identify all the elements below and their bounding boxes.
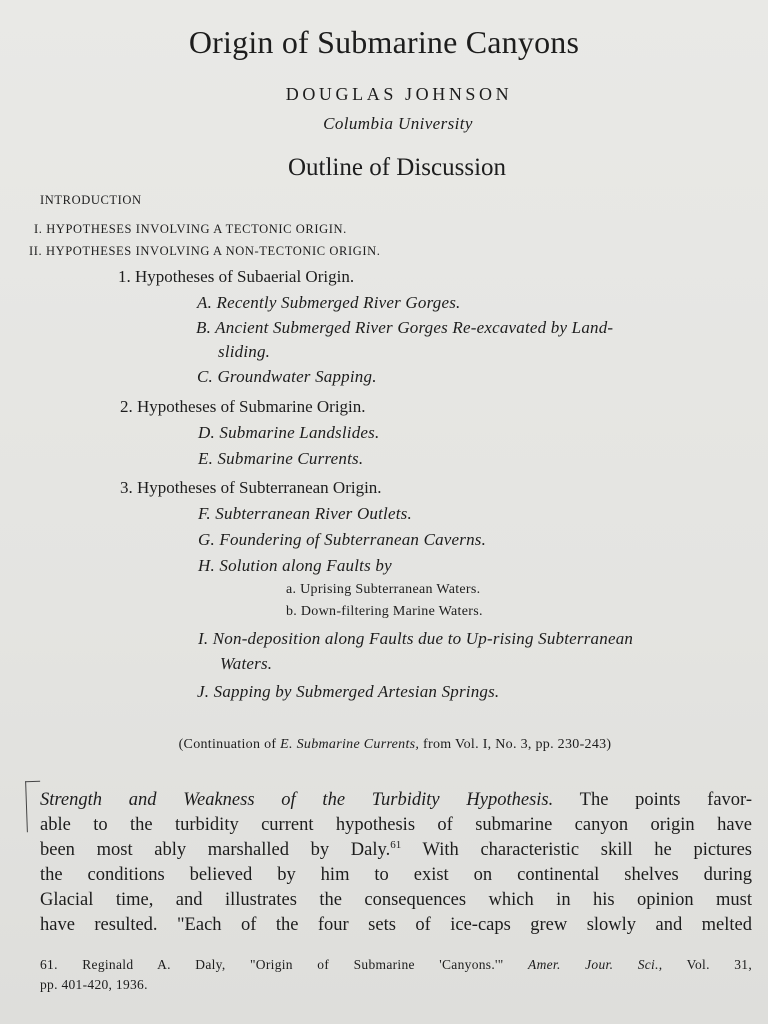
outline-item-b-continued: sliding.	[218, 342, 271, 361]
body-line: Glacial time, and illustrates the consequences which in his opinion must	[40, 890, 752, 910]
footnote-line: 61. Reginald A. Daly, "Origin of Submarine 'Canyons.'" Amer. Jour. Sci., Vol. 31,	[40, 957, 752, 972]
article-title: Origin of Submarine Canyons	[188, 24, 580, 60]
continuation-section: E. Submarine Currents,	[280, 737, 420, 752]
body-line: have resulted. "Each of the four sets of ice-caps grew slowly and melted	[40, 915, 752, 935]
outline-group-2: 2. Hypotheses of Submarine Origin.	[120, 397, 366, 416]
outline-group-3: 3. Hypotheses of Subterranean Origin.	[120, 478, 382, 497]
outline-item-a: A. Recently Submerged River Gorges.	[197, 293, 461, 312]
body-line: Strength and Weakness of the Turbidity Hypothesis. The points favor-	[40, 790, 752, 810]
outline-section-1: I. HYPOTHESES INVOLVING A TECTONIC ORIGIN.	[34, 222, 347, 236]
continuation-prefix: (Continuation of	[178, 737, 281, 752]
outline-item-f: F. Subterranean River Outlets.	[198, 504, 412, 523]
body-line: the conditions believed by him to exist on continental shelves during	[40, 865, 752, 885]
outline-item-h: H. Solution along Faults by	[198, 556, 392, 575]
outline-introduction: INTRODUCTION	[40, 193, 142, 207]
outline-item-c: C. Groundwater Sapping.	[197, 367, 377, 386]
outline-item-g: G. Foundering of Subterranean Caverns.	[198, 530, 487, 549]
author-affiliation: Columbia University	[323, 114, 473, 133]
outline-heading: Outline of Discussion	[287, 154, 507, 181]
outline-item-h-b: b. Down-filtering Marine Waters.	[286, 604, 483, 619]
journal-name: Amer. Jour. Sci.,	[528, 957, 663, 972]
outline-item-b: B. Ancient Submerged River Gorges Re-excavated by Land-	[196, 318, 614, 337]
body-line: able to the turbidity current hypothesis of submarine canyon origin have	[40, 815, 752, 835]
author-name: DOUGLAS JOHNSON	[285, 84, 513, 104]
outline-section-2: II. HYPOTHESES INVOLVING A NON-TECTONIC ORIGIN.	[29, 244, 381, 258]
body-paragraph	[40, 788, 752, 938]
footnote-reference: 61	[390, 839, 402, 851]
continuation-suffix: from Vol. I, No. 3, pp. 230-243)	[419, 737, 612, 752]
outline-item-i-continued: Waters.	[220, 654, 273, 673]
footnote-61	[40, 955, 752, 995]
footnote-line: pp. 401-420, 1936.	[40, 977, 148, 992]
outline-item-d: D. Submarine Landslides.	[198, 423, 380, 442]
section-run-in-heading: Strength and Weakness of the Turbidity Hypothesis.	[40, 790, 554, 810]
outline-item-h-a: a. Uprising Subterranean Waters.	[286, 582, 481, 597]
outline-group-1: 1. Hypotheses of Subaerial Origin.	[118, 267, 355, 286]
outline-item-j: J. Sapping by Submerged Artesian Springs.	[197, 682, 500, 701]
continuation-note	[0, 737, 768, 753]
outline-item-i: I. Non-deposition along Faults due to Up-rising Subterranean	[198, 629, 634, 648]
body-line: been most ably marshalled by Daly.$^{61}$ With characteristic skill he pictures	[40, 839, 752, 860]
outline-item-e: E. Submarine Currents.	[198, 449, 364, 468]
